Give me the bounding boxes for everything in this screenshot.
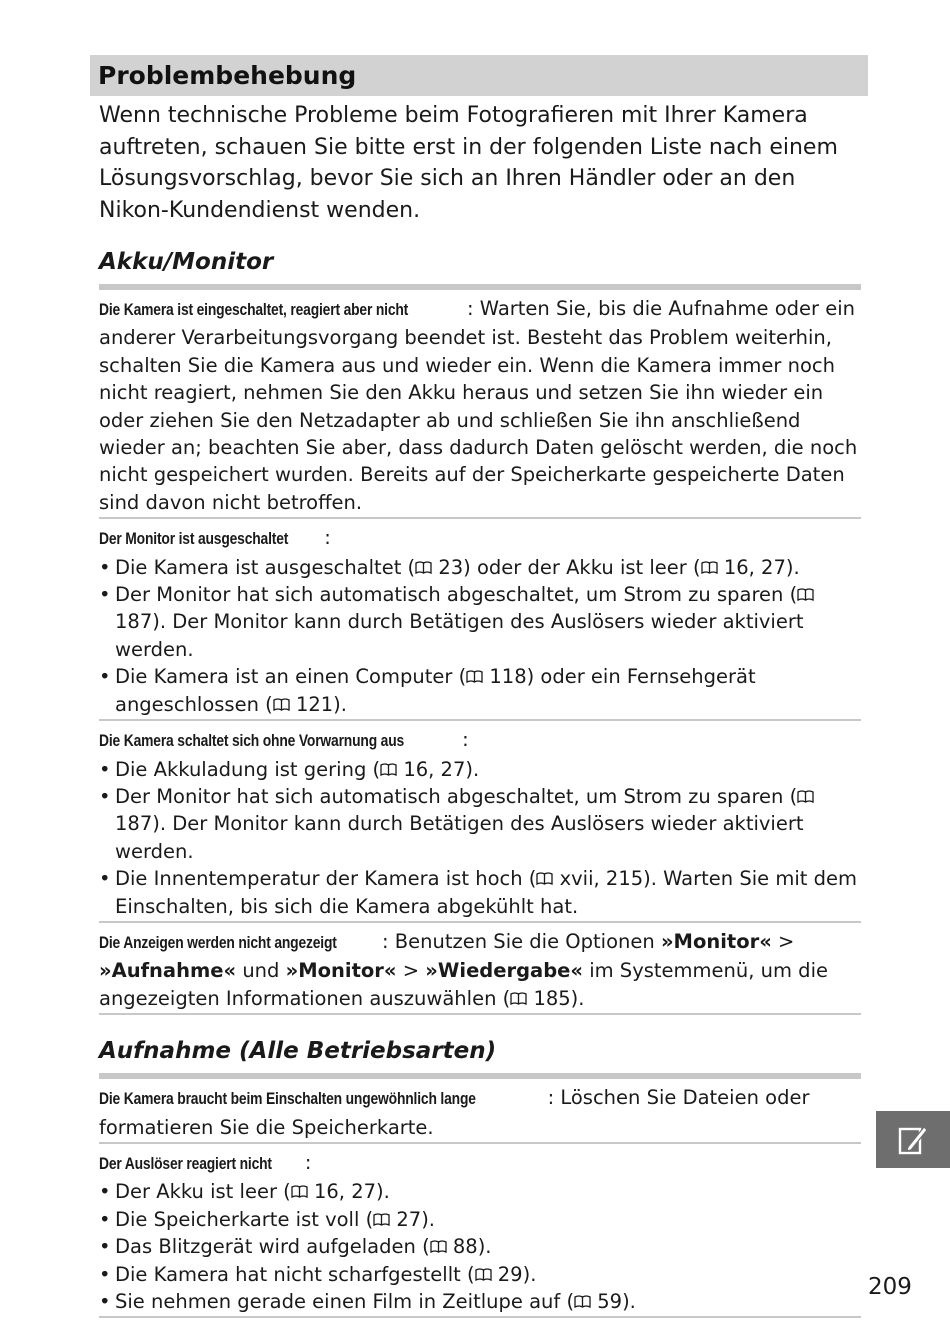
- bullet-text: 16, 27).: [307, 1180, 390, 1204]
- book-icon: [273, 698, 290, 712]
- bullet-item: [99, 581, 861, 663]
- entry-text: : Warten Sie, bis die Aufnahme oder ein anderer Verarbeitungsvorgang beendet ist. Besteht das Problem weiterhin, schalten Sie die Kamera aus und wieder ein. Wenn die Kamera immer noch nicht reagiert, nehmen Sie den Akku heraus und setzen Sie ihn wieder ein oder ziehen Sie den Netzadapter ab und schließen Sie ihn anschließend wieder an; beachten Sie aber, dass dadurch Daten gelöscht werden, die noch nicht gespeichert wurden. Bereits auf der Speicherkarte gespeicherte Daten sind davon nicht betroffen.: [99, 297, 858, 514]
- bullet-list: [99, 554, 861, 718]
- entry-paragraph: Der Monitor ist ausgeschaltet :: [99, 524, 861, 553]
- bullet-item: [99, 1178, 861, 1205]
- entry-paragraph: Die Kamera schaltet sich ohne Vorwarnung aus :: [99, 726, 861, 755]
- book-icon: [574, 1295, 591, 1309]
- bullet-text: 121).: [289, 692, 347, 716]
- book-icon: [797, 588, 814, 602]
- menu-option: »Aufnahme«: [99, 959, 237, 983]
- bullet-text: Die Akkuladung ist gering (: [115, 757, 381, 781]
- entry-label: Der Monitor ist ausgeschaltet: [99, 530, 289, 549]
- bullet-item: [99, 756, 861, 783]
- entry-text: : Löschen Sie Dateien oder formatieren Sie die Speicherkarte.: [99, 1086, 810, 1139]
- bullet-text: 27).: [390, 1207, 436, 1231]
- entry-label-wrap: [99, 295, 467, 324]
- troubleshooting-entry: [99, 721, 861, 923]
- book-icon: [380, 763, 397, 777]
- menu-option: »Monitor«: [285, 959, 397, 983]
- entry-label: Die Kamera ist eingeschaltet, reagiert aber nicht: [99, 301, 409, 319]
- title-bar: [90, 55, 868, 96]
- book-icon: [430, 1240, 447, 1254]
- book-icon: [291, 1185, 308, 1199]
- bullet-text: 88).: [446, 1235, 492, 1259]
- entry-label-wrap: [99, 928, 382, 957]
- entry-label-wrap: [99, 524, 324, 553]
- troubleshooting-entry: [99, 290, 861, 519]
- section-heading: Aufnahme (Alle Betriebsarten): [99, 1033, 861, 1079]
- bullet-item: [99, 1261, 861, 1288]
- bullet-text: Die Kamera ist an einen Computer (: [115, 665, 467, 689]
- bullet-list: [99, 756, 861, 920]
- book-icon: [701, 561, 718, 575]
- troubleshooting-entry: [99, 519, 861, 721]
- sections: [99, 244, 861, 1318]
- bullet-text: 16, 27).: [397, 757, 480, 781]
- bullet-text: Die Speicherkarte ist voll (: [115, 1207, 374, 1231]
- bullet-item: [99, 783, 861, 865]
- entry-paragraph: [99, 295, 861, 516]
- page-number: 209: [868, 1274, 912, 1300]
- bullet-item: [99, 1233, 861, 1260]
- troubleshooting-entry: [99, 1079, 861, 1144]
- bullet-list: [99, 1178, 861, 1315]
- book-icon: [536, 872, 553, 886]
- bullet-text: 16, 27).: [717, 555, 800, 579]
- bullet-item: [99, 554, 861, 581]
- troubleshooting-tab-icon: [876, 1111, 950, 1168]
- intro-paragraph: Wenn technische Probleme beim Fotografieren mit Ihrer Kamera auftreten, schauen Sie bitte erst in der folgenden Liste nach einem Lösungsvorschlag, bevor Sie sich an Ihren Händler oder an den Nikon-Kundendienst wenden.: [99, 103, 838, 223]
- entry-label-wrap: [99, 1149, 305, 1178]
- entry-text: : Benutzen Sie die Optionen: [382, 929, 661, 953]
- troubleshooting-entry: [99, 923, 861, 1015]
- entry-paragraph: [99, 928, 861, 1012]
- bullet-text: Der Akku ist leer (: [115, 1180, 291, 1204]
- bullet-item: [99, 1206, 861, 1233]
- book-icon: [475, 1268, 492, 1282]
- section-heading: Akku/Monitor: [99, 244, 861, 290]
- bullet-text: 23) oder der Akku ist leer (: [432, 555, 701, 579]
- bullet-text: xvii, 215). Warten Sie mit dem Einschalten, bis sich die Kamera abgekühlt hat.: [115, 867, 857, 918]
- entry-label: Der Auslöser reagiert nicht: [99, 1154, 272, 1173]
- bullet-text: Die Kamera hat nicht scharfgestellt (: [115, 1262, 475, 1286]
- book-icon: [466, 670, 483, 684]
- entry-label: Die Anzeigen werden nicht angezeigt: [99, 933, 337, 952]
- entry-text: und: [236, 959, 286, 983]
- entry-label: Die Kamera braucht beim Einschalten ungewöhnlich lange: [99, 1090, 476, 1109]
- entry-label-wrap: [99, 1084, 548, 1113]
- entry-text: >: [771, 929, 795, 953]
- troubleshooting-entry: [99, 1144, 861, 1318]
- bullet-text: Das Blitzgerät wird aufgeladen (: [115, 1235, 430, 1259]
- entry-paragraph: [99, 1084, 861, 1141]
- bullet-item: [99, 663, 861, 718]
- entry-paragraph: Der Auslöser reagiert nicht :: [99, 1149, 861, 1178]
- bullet-text: Die Innentemperatur der Kamera ist hoch (: [115, 867, 537, 891]
- bullet-text: 187). Der Monitor kann durch Betätigen des Auslösers wieder aktiviert werden.: [115, 610, 804, 661]
- menu-option: »Wiedergabe«: [425, 959, 583, 983]
- entry-label: Die Kamera schaltet sich ohne Vorwarnung aus: [99, 732, 405, 751]
- entry-text: 185).: [527, 986, 585, 1010]
- entry-text: >: [396, 959, 426, 983]
- bullet-text: Die Kamera ist ausgeschaltet (: [115, 555, 416, 579]
- book-icon: [510, 992, 527, 1006]
- book-icon: [373, 1213, 390, 1227]
- bullet-text: Der Monitor hat sich automatisch abgeschaltet, um Strom zu sparen (: [115, 784, 798, 808]
- bullet-text: 29).: [491, 1262, 537, 1286]
- page-title: Problembehebung: [98, 61, 357, 90]
- menu-option: »Monitor«: [660, 929, 772, 953]
- bullet-text: Der Monitor hat sich automatisch abgeschaltet, um Strom zu sparen (: [115, 583, 798, 607]
- bullet-text: 118) oder ein Fernsehgerät angeschlossen (: [115, 665, 756, 716]
- bullet-item: [99, 1288, 861, 1315]
- entry-text: im Systemmenü, um die angezeigten Informationen auszuwählen (: [99, 959, 828, 1010]
- book-icon: [797, 790, 814, 804]
- entry-label-wrap: [99, 726, 462, 755]
- book-icon: [415, 561, 432, 575]
- bullet-text: 59).: [591, 1290, 636, 1313]
- main-content: [99, 100, 861, 1318]
- bullet-text: 187). Der Monitor kann durch Betätigen des Auslösers wieder aktiviert werden.: [115, 812, 804, 863]
- bullet-text: Sie nehmen gerade einen Film in Zeitlupe auf (: [115, 1290, 575, 1313]
- bullet-item: [99, 865, 861, 920]
